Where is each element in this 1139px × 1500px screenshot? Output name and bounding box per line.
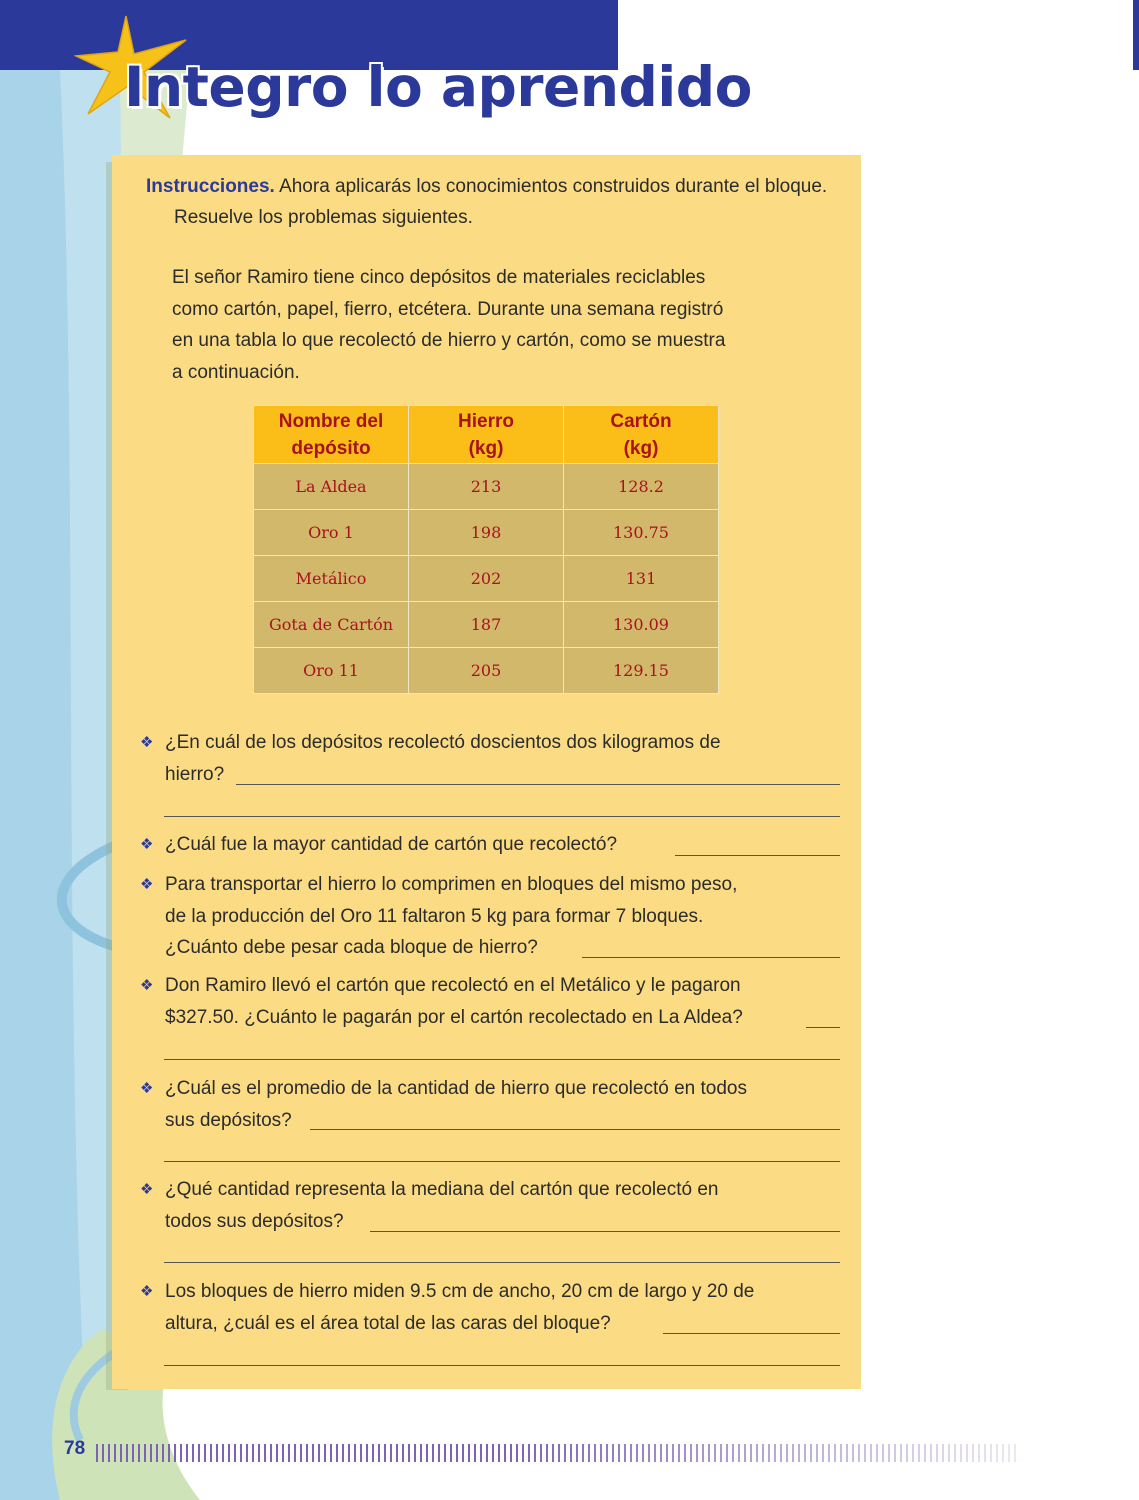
cell-name: Oro 11 bbox=[254, 648, 409, 694]
question-line: de la producción del Oro 11 faltaron 5 kg para formar 7 bloques. bbox=[165, 905, 704, 927]
header-line: Hierro bbox=[458, 410, 514, 432]
header-line: depósito bbox=[291, 437, 371, 459]
answer-line-7a[interactable] bbox=[663, 1333, 840, 1334]
question-line: ¿En cuál de los depósitos recolectó doscientos dos kilogramos de bbox=[165, 732, 721, 753]
table-row bbox=[254, 510, 719, 556]
answer-line-3[interactable] bbox=[582, 957, 840, 958]
intro-paragraph bbox=[172, 262, 822, 388]
cell-hierro: 202 bbox=[409, 556, 564, 602]
table-row bbox=[254, 602, 719, 648]
header-line: Cartón bbox=[610, 410, 672, 432]
cell-name: Gota de Cartón bbox=[254, 602, 409, 648]
bullet-icon: ❖ bbox=[140, 876, 154, 893]
cell-name: La Aldea bbox=[254, 464, 409, 510]
page-title: Integro lo aprendido bbox=[124, 55, 752, 119]
intro-line: El señor Ramiro tiene cinco depósitos de materiales reciclables bbox=[172, 267, 706, 288]
question-line: ¿Cuánto debe pesar cada bloque de hierro? bbox=[165, 937, 538, 958]
instructions bbox=[146, 171, 874, 233]
answer-line-7b[interactable] bbox=[164, 1365, 840, 1366]
intro-line: como cartón, papel, fierro, etcétera. Durante una semana registró bbox=[172, 298, 724, 320]
question-line: Los bloques de hierro miden 9.5 cm de ancho, 20 cm de largo y 20 de bbox=[165, 1281, 755, 1302]
answer-line-5a[interactable] bbox=[310, 1129, 840, 1130]
answer-line-1a[interactable] bbox=[236, 784, 840, 785]
question-line: hierro? bbox=[165, 763, 225, 785]
bullet-icon: ❖ bbox=[140, 1080, 154, 1097]
question-line: sus depósitos? bbox=[165, 1109, 292, 1131]
question-line: ¿Qué cantidad representa la mediana del cartón que recolectó en bbox=[165, 1179, 719, 1200]
cell-hierro: 205 bbox=[409, 648, 564, 694]
intro-line: en una tabla lo que recolectó de hierro y cartón, como se muestra bbox=[172, 330, 726, 351]
cell-name: Oro 1 bbox=[254, 510, 409, 556]
answer-line-4a[interactable] bbox=[806, 1027, 840, 1028]
table-row bbox=[254, 648, 719, 694]
bullet-icon: ❖ bbox=[140, 1181, 154, 1198]
intro-line: a continuación. bbox=[172, 361, 300, 383]
question-line: altura, ¿cuál es el área total de las caras del bloque? bbox=[165, 1312, 611, 1334]
bullet-icon: ❖ bbox=[140, 734, 154, 751]
header-edge bbox=[1133, 0, 1139, 70]
question-line: Don Ramiro llevó el cartón que recolectó en el Metálico y le pagaron bbox=[165, 975, 741, 996]
bullet-icon: ❖ bbox=[140, 836, 154, 853]
exercise-card bbox=[112, 155, 861, 1389]
recycling-table bbox=[253, 405, 719, 694]
cell-hierro: 213 bbox=[409, 464, 564, 510]
cell-name: Metálico bbox=[254, 556, 409, 602]
table-header-hierro bbox=[409, 406, 564, 464]
header-line: (kg) bbox=[623, 437, 659, 459]
footer-tick-bar bbox=[96, 1444, 1016, 1462]
instructions-text: Ahora aplicarás los conocimientos construidos durante el bloque. Resuelve los problemas siguientes. bbox=[174, 176, 828, 228]
answer-line-2[interactable] bbox=[675, 855, 840, 856]
question-line: ¿Cuál fue la mayor cantidad de cartón que recolectó? bbox=[165, 834, 618, 855]
table-row bbox=[254, 464, 719, 510]
cell-carton: 130.75 bbox=[564, 510, 719, 556]
bullet-icon: ❖ bbox=[140, 977, 154, 994]
instructions-label: Instrucciones. bbox=[146, 176, 275, 197]
page-number: 78 bbox=[64, 1438, 86, 1459]
cell-hierro: 187 bbox=[409, 602, 564, 648]
cell-carton: 128.2 bbox=[564, 464, 719, 510]
question-line: todos sus depósitos? bbox=[165, 1210, 344, 1232]
answer-line-6a[interactable] bbox=[370, 1231, 840, 1232]
cell-carton: 130.09 bbox=[564, 602, 719, 648]
answer-line-4b[interactable] bbox=[164, 1059, 840, 1060]
header-line: Nombre del bbox=[278, 410, 384, 432]
cell-carton: 131 bbox=[564, 556, 719, 602]
cell-hierro: 198 bbox=[409, 510, 564, 556]
table-header-carton bbox=[564, 406, 719, 464]
table-header-nombre bbox=[254, 406, 409, 464]
answer-line-1b[interactable] bbox=[164, 816, 840, 817]
answer-line-6b[interactable] bbox=[164, 1262, 840, 1263]
answer-line-5b[interactable] bbox=[164, 1161, 840, 1162]
cell-carton: 129.15 bbox=[564, 648, 719, 694]
table-row bbox=[254, 556, 719, 602]
header-line: (kg) bbox=[468, 437, 504, 459]
question-line: Para transportar el hierro lo comprimen en bloques del mismo peso, bbox=[165, 874, 738, 895]
bullet-icon: ❖ bbox=[140, 1283, 154, 1300]
question-line: $327.50. ¿Cuánto le pagarán por el cartón recolectado en La Aldea? bbox=[165, 1006, 743, 1028]
question-line: ¿Cuál es el promedio de la cantidad de hierro que recolectó en todos bbox=[165, 1078, 747, 1099]
